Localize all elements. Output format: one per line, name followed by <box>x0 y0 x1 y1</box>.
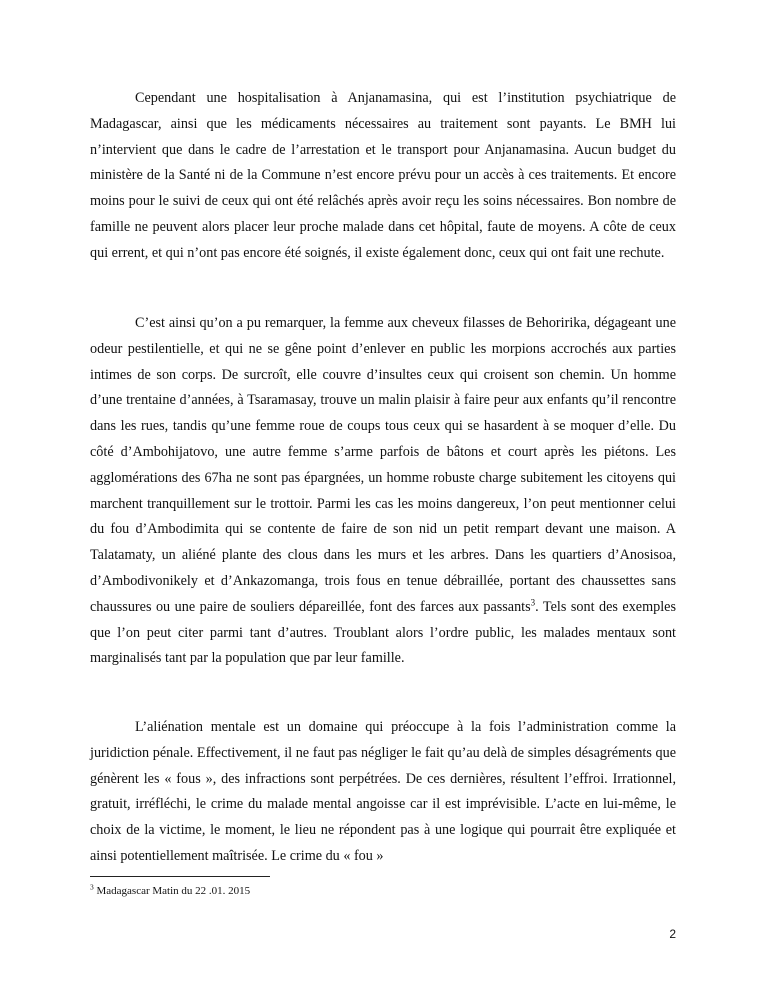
page-number: 2 <box>669 927 676 941</box>
paragraph-1: Cependant une hospitalisation à Anjanamasina, qui est l’institution psychiatrique de Madagascar, ainsi que les médicaments nécessaires au traitement sont payants. Le BMH lui n’intervient que dans le cadre de l’arrestation et le transport pour Anjanamasina. Aucun budget du ministère de la Santé ni de la Commune n’est encore prévu pour un accès à ces traitements. Et encore moins pour le suivi de ceux qui ont été relâchés après avoir reçu les soins nécessaires. Bon nombre de famille ne peuvent alors placer leur proche malade dans cet hôpital, faute de moyens. A côte de ceux qui errent, et qui n’ont pas encore été soignés, il existe également donc, ceux qui ont fait une rechute. <box>90 90 676 261</box>
footnote-separator <box>90 876 270 877</box>
paragraph-2 <box>90 311 676 672</box>
paragraph-2-tail: . Tels sont des exemples que l’on peut citer parmi tant d’autres. Troublant alors l’ordre public, les malades mentaux sont marginalisés tant par la population que par leur famille. <box>90 598 676 667</box>
footnote-text: Madagascar Matin du 22 .01. 2015 <box>93 885 251 897</box>
paragraph-2-text: C’est ainsi qu’on a pu remarquer, la femme aux cheveux filasses de Behoririka, dégageant une odeur pestilentielle, et qui ne se gêne point d’enlever en public les morpions accrochés aux parties intimes de son corps. De surcroît, elle couvre d’insultes ceux qui croisent son chemin. Un homme d’une trentaine d’années, à Tsaramasay, trouve un malin plaisir à faire peur aux enfants qu’il rencontre dans les rues, tandis qu’une femme roue de coups tous ceux qui se hasardent à se moquer d’elle. Du côté d’Ambohijatovo, une autre femme s’arme parfois de bâtons et court après les piétons. Les agglomérations des 67ha ne sont pas épargnées, un homme robuste charge subitement les citoyens qui marchent tranquillement sur le trottoir. Parmi les cas les moins dangereux, l’on peut mentionner celui du fou d’Ambodimita qui se contente de faire de son nid un petit rempart devant une maison. A Talatamaty, un aliéné plante des clous dans les murs et les arbres. Dans les quartiers d’Anosisoa, d’Ambodivonikely et d’Ankazomanga, trois fous en tenue débraillée, portant des chaussettes sans chaussures ou une paire de souliers dépareillée, font des farces aux passants <box>90 315 676 615</box>
footnote <box>90 884 676 898</box>
footnote-reference[interactable]: 3 <box>530 597 536 608</box>
paragraph-3: L’aliénation mentale est un domaine qui préoccupe à la fois l’administration comme la juridiction pénale. Effectivement, il ne faut pas négliger le fait qu’au delà de simples désagréments que génèrent les « fous », des infractions sont perpétrées. De ces dernières, résultent l’effroi. Irrationnel, gratuit, irréfléchi, le crime du malade mental angoisse car il est imprévisible. L’acte en lui-même, le choix de la victime, le moment, le lieu ne répondent pas à une logique qui pourrait être expliquée et ainsi potentiellement maîtrisée. Le crime du « fou » <box>90 719 676 864</box>
footnote-marker: 3 <box>90 882 94 892</box>
